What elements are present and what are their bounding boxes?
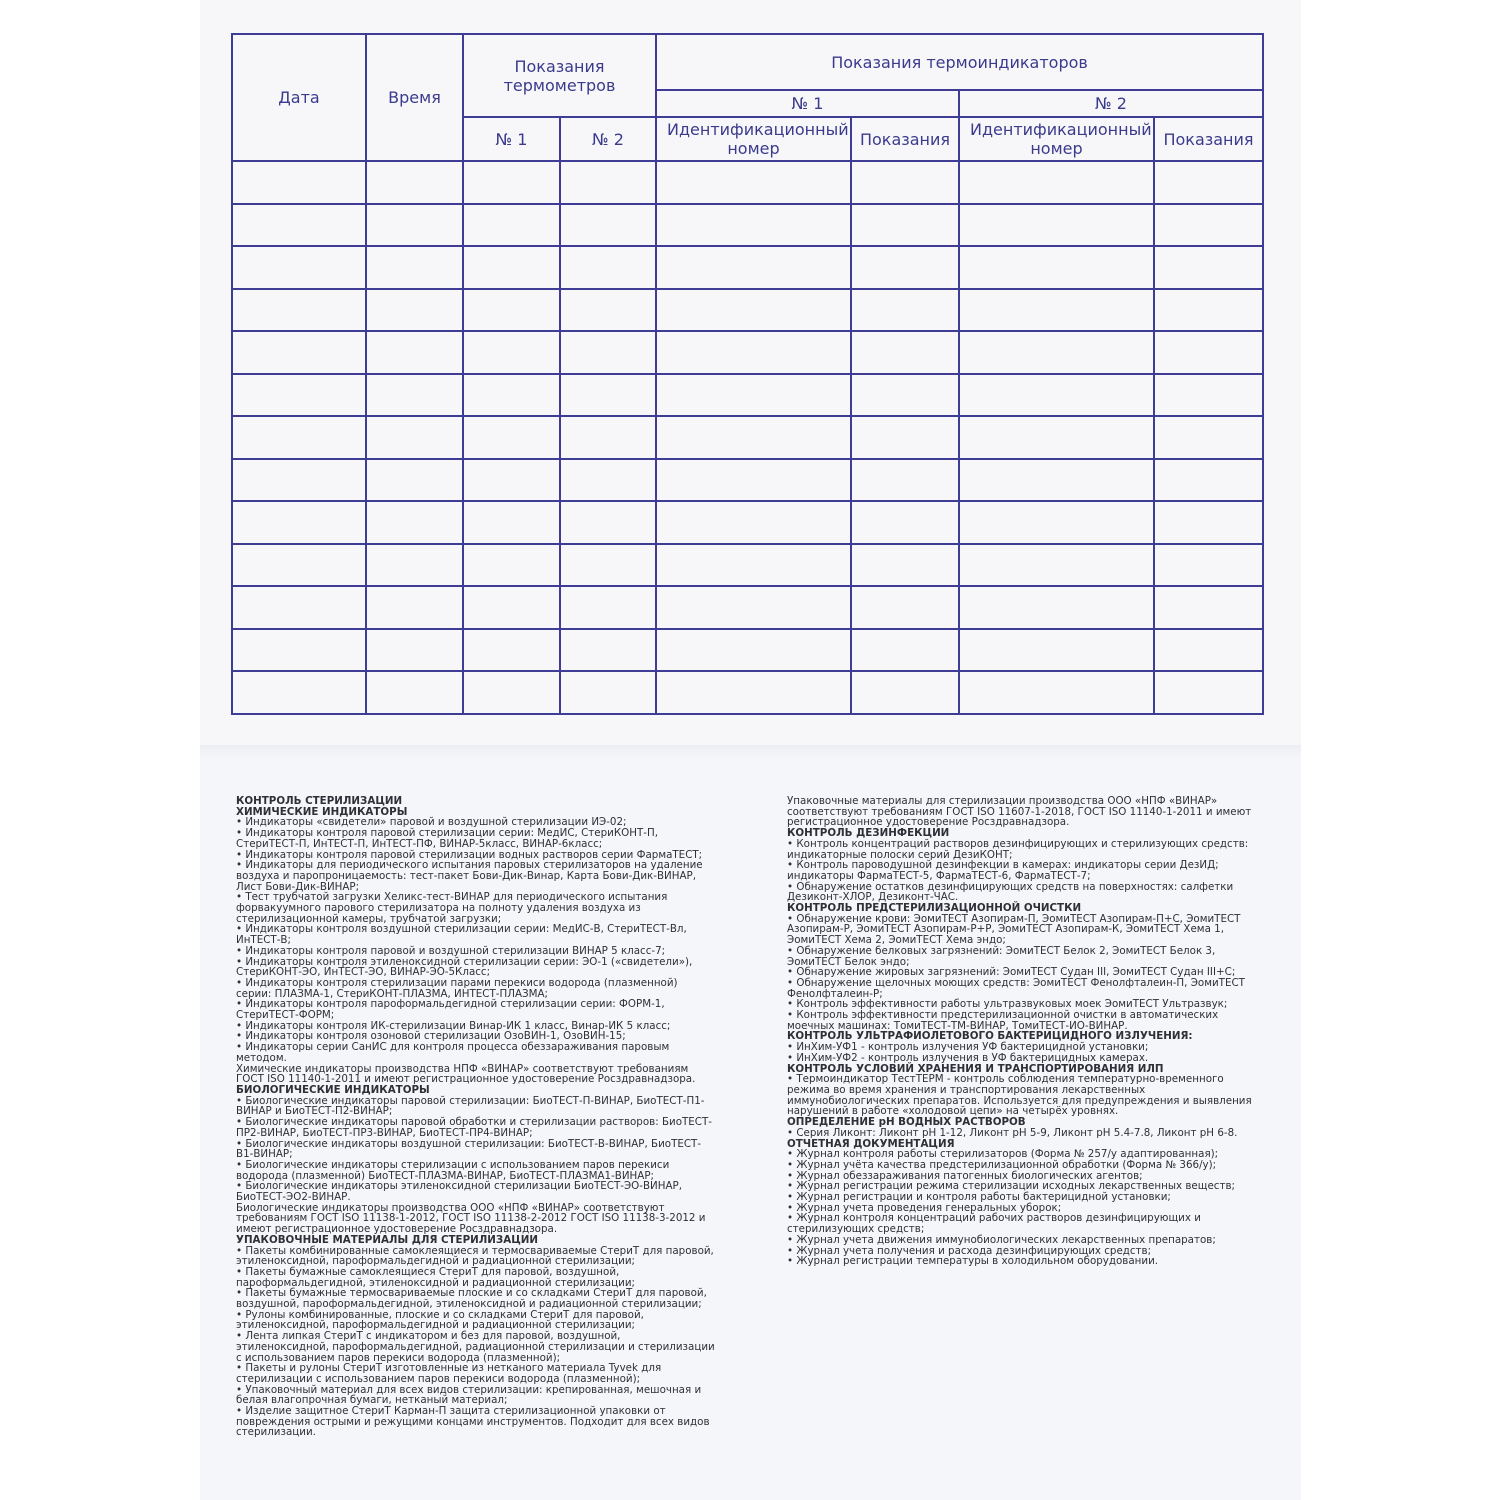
table-cell[interactable] (560, 161, 656, 204)
paragraph: • Журнал контроля работы стерилизаторов (Форма № 257/у адаптированная); (787, 1148, 1219, 1161)
table-cell[interactable] (851, 331, 959, 374)
table-cell[interactable] (959, 331, 1154, 374)
paragraph: • Пакеты бумажные термосвариваемые плоские и со складками СтериТ для паровой, воздушной, пароформальдегидной, этиленоксидной и радиационной стерилизации; (236, 1287, 707, 1311)
table-cell[interactable] (1154, 501, 1263, 544)
paragraph: • Обнаружение щелочных моющих средств: ЭомиТЕСТ Фенолфталеин-П, ЭомиТЕСТ Фенолфталеин-Р; (787, 976, 1245, 1000)
paragraph: • Обнаружение остатков дезинфицирующих средств на поверхностях: салфетки Дезиконт-ХЛОР, Дезиконт-ЧАС. (787, 880, 1234, 904)
table-cell[interactable] (851, 586, 959, 629)
table-cell[interactable] (560, 246, 656, 289)
table-row (232, 671, 1263, 714)
table-cell[interactable] (959, 416, 1154, 459)
table-cell[interactable] (959, 671, 1154, 714)
table-cell[interactable] (1154, 459, 1263, 502)
paragraph: • Биологические индикаторы воздушной стерилизации: БиоТЕСТ-В-ВИНАР, БиоТЕСТ-В1-ВИНАР; (236, 1137, 702, 1161)
table-cell[interactable] (1154, 289, 1263, 332)
table-cell[interactable] (232, 459, 366, 502)
paragraph: • Упаковочный материал для всех видов стерилизации: крепированная, мешочная и белая влагопрочная бумаги, нетканый материал; (236, 1383, 702, 1407)
table-cell[interactable] (1154, 629, 1263, 672)
table-cell[interactable] (232, 671, 366, 714)
table-cell[interactable] (851, 544, 959, 587)
table-cell[interactable] (959, 246, 1154, 289)
table-cell[interactable] (656, 161, 851, 204)
paragraph: • Журнал регистрации температуры в холодильном оборудовании. (787, 1255, 1159, 1268)
table-cell[interactable] (959, 161, 1154, 204)
table-cell[interactable] (959, 374, 1154, 417)
right-text-column (787, 796, 1257, 1267)
paragraph: • Обнаружение жировых загрязнений: ЭомиТЕСТ Судан III, ЭомиТЕСТ Судан III+С; (787, 966, 1236, 979)
table-cell[interactable] (1154, 586, 1263, 629)
header-readings-1: Показания (851, 117, 959, 161)
table-cell[interactable] (366, 501, 463, 544)
paragraph: Химические индикаторы производства НПФ «ВИНАР» соответствуют требованиям ГОСТ ISO 11140-1-2011 и имеют регистрационное удостоверение Росздравнадзора. (236, 1062, 696, 1086)
page-fold (200, 745, 1301, 759)
table-cell[interactable] (366, 374, 463, 417)
paragraph: • Индикаторы серии СанИС для контроля процесса обеззараживания паровым методом. (236, 1041, 670, 1064)
table-row (232, 459, 1263, 502)
table-cell[interactable] (463, 459, 560, 502)
table-cell[interactable] (463, 331, 560, 374)
table-cell[interactable] (366, 416, 463, 459)
table-cell[interactable] (232, 586, 366, 629)
paragraph: • Биологические индикаторы паровой стерилизации: БиоТЕСТ-П-ВИНАР, БиоТЕСТ-П1-ВИНАР и БиоТЕСТ-П2-ВИНАР; (236, 1094, 705, 1118)
table-row (232, 289, 1263, 332)
table-cell[interactable] (656, 246, 851, 289)
table-cell[interactable] (366, 671, 463, 714)
paragraph: • Индикаторы контроля пароформальдегидной стерилизации серии: ФОРМ-1, СтериТЕСТ-ФОРМ; (236, 998, 665, 1022)
table-cell[interactable] (851, 416, 959, 459)
table-cell[interactable] (851, 289, 959, 332)
table-cell[interactable] (851, 374, 959, 417)
table-cell[interactable] (232, 204, 366, 247)
paragraph: • Тест трубчатой загрузки Хеликс-тест-ВИНАР для периодического испытания форвакуумного парового стерилизатора на полноту удаления воздуха из стерилизационной камеры, трубчатой загрузки; (236, 891, 668, 925)
paragraph: • Пакеты и рулоны СтериТ изготовленные из нетканого материала Tyvek для стерилизации с использованием паров перекиси водорода (плазменной); (236, 1362, 662, 1385)
paragraph: • Журнал учета получения и расхода дезинфицирующих средств; (787, 1244, 1152, 1257)
table-row (232, 204, 1263, 247)
paragraph: • Лента липкая СтериТ с индикатором и без для паровой, воздушной, этиленоксидной, пароформальдегидной, радиационной стерилизации и стерилизации с использованием паров перекиси водорода (плазменной); (236, 1330, 715, 1364)
table-row (232, 161, 1263, 204)
section-heading: КОНТРОЛЬ СТЕРИЛИЗАЦИИ (236, 795, 403, 807)
table-row (232, 586, 1263, 629)
table-cell[interactable] (851, 161, 959, 204)
header-date: Дата (232, 34, 366, 161)
table-cell[interactable] (851, 246, 959, 289)
table-cell[interactable] (656, 671, 851, 714)
paragraph: • Изделие защитное СтериТ Карман-П защита стерилизационной упаковки от повреждения острыми и режущими концами инструментов. Подходит для всех видов стерилизации. (236, 1405, 710, 1439)
table-cell[interactable] (560, 289, 656, 332)
table-cell[interactable] (463, 289, 560, 332)
table-cell[interactable] (232, 629, 366, 672)
table-cell[interactable] (232, 501, 366, 544)
table-cell[interactable] (232, 331, 366, 374)
table-cell[interactable] (366, 204, 463, 247)
table-cell[interactable] (1154, 416, 1263, 459)
paragraph: • ИнХим-УФ2 - контроль излучения в УФ бактерицидных камерах. (787, 1051, 1149, 1064)
header-id-number-2: Идентификационный номер (959, 117, 1154, 161)
table-cell[interactable] (959, 629, 1154, 672)
table-cell[interactable] (366, 331, 463, 374)
table-cell[interactable] (463, 501, 560, 544)
table-cell[interactable] (463, 204, 560, 247)
table-row (232, 416, 1263, 459)
table-cell[interactable] (232, 416, 366, 459)
paragraph: Биологические индикаторы производства ООО «НПФ «ВИНАР» соответствуют требованиям ГОСТ ISO 11138-1-2012, ГОСТ ISO 11138-2-2012 ГОСТ ISO 11138-3-2012 и имеют регистрационное удостоверение Росздравнадзора. (236, 1201, 706, 1236)
table-row (232, 501, 1263, 544)
table-cell[interactable] (366, 289, 463, 332)
table-row (232, 374, 1263, 417)
section-heading: ОПРЕДЕЛЕНИЕ pH ВОДНЫХ РАСТВОРОВ (787, 1116, 1026, 1129)
header-indicator-no1: № 1 (656, 90, 959, 117)
paragraph: • Журнал регистрации режима стерилизации исходных лекарственных веществ; (787, 1180, 1235, 1193)
table-body (232, 161, 1263, 714)
table-cell[interactable] (656, 501, 851, 544)
paragraph: • Журнал регистрации и контроля работы бактерицидной установки; (787, 1191, 1171, 1204)
table-cell[interactable] (656, 544, 851, 587)
table-cell[interactable] (656, 289, 851, 332)
paragraph: • ИнХим-УФ1 - контроль излучения УФ бактерицидной установки; (787, 1041, 1149, 1054)
table-cell[interactable] (656, 374, 851, 417)
table-cell[interactable] (232, 374, 366, 417)
table-row (232, 629, 1263, 672)
paragraph: • Индикаторы контроля этиленоксидной стерилизации серии: ЭО-1 («свидетели»), СтериКОНТ-ЭО, ИнТЕСТ-ЭО, ВИНАР-ЭО-5Класс; (236, 955, 693, 979)
table-cell[interactable] (560, 671, 656, 714)
paragraph: • Индикаторы «свидетели» паровой и воздушной стерилизации ИЭ-02; (236, 816, 627, 829)
table-cell[interactable] (463, 586, 560, 629)
table-cell[interactable] (560, 629, 656, 672)
table-cell[interactable] (959, 204, 1154, 247)
header-thermometer-no2: № 2 (560, 117, 656, 161)
table-row (232, 331, 1263, 374)
table-cell[interactable] (463, 416, 560, 459)
table-cell[interactable] (366, 544, 463, 587)
left-text-column (236, 796, 716, 1438)
table-cell[interactable] (366, 161, 463, 204)
section-heading: ХИМИЧЕСКИЕ ИНДИКАТОРЫ (236, 805, 408, 818)
table-cell[interactable] (959, 289, 1154, 332)
paragraph: • Индикаторы контроля озоновой стерилизации ОзоВИН-1, ОзоВИН-15; (236, 1030, 626, 1043)
header-indicator-no2: № 2 (959, 90, 1263, 117)
paragraph: • Биологические индикаторы этиленоксидной стерилизации БиоТЕСТ-ЭО-ВИНАР, БиоТЕСТ-ЭО2-ВИНАР. (236, 1180, 683, 1204)
table-cell[interactable] (959, 501, 1154, 544)
paragraph: • Контроль концентраций растворов дезинфицирующих и стерилизующих средств: индикаторные полоски серий ДезиКОНТ; (787, 837, 1249, 861)
paragraph: • Пакеты комбинированные самоклеящиеся и термосвариваемые СтериТ для паровой, этиленоксидной, пароформальдегидной и радиационной стерилизации; (236, 1244, 714, 1268)
table-cell[interactable] (656, 204, 851, 247)
table-cell[interactable] (656, 629, 851, 672)
table-cell[interactable] (366, 629, 463, 672)
paragraph: • Индикаторы контроля стерилизации парами перекиси водорода (плазменной) серии: ПЛАЗМА-1, СтериКОНТ-ПЛАЗМА, ИНТЕСТ-ПЛАЗМА; (236, 976, 678, 1000)
paragraph: • Журнал учета проведения генеральных уборок; (787, 1201, 1062, 1214)
paragraph: • Индикаторы контроля паровой стерилизации серии: МедИС, СтериКОНТ-П, СтериТЕСТ-П, ИнТЕСТ-П, ИнТЕСТ-ПФ, ВИНАР-5класс, ВИНАР-6класс; (236, 827, 659, 850)
table-cell[interactable] (463, 671, 560, 714)
table-cell[interactable] (366, 459, 463, 502)
table-cell[interactable] (560, 501, 656, 544)
section-heading: КОНТРОЛЬ УЛЬТРАФИОЛЕТОВОГО БАКТЕРИЦИДНОГО ИЗЛУЧЕНИЯ: (787, 1030, 1193, 1043)
table-cell[interactable] (1154, 204, 1263, 247)
table-row (232, 246, 1263, 289)
paragraph: • Биологические индикаторы паровой обработки и стерилизации растворов: БиоТЕСТ-ПР2-ВИНАР, БиоТЕСТ-ПР3-ВИНАР, БиоТЕСТ-ПР4-ВИНАР; (236, 1116, 713, 1139)
section-heading: УПАКОВОЧНЫЕ МАТЕРИАЛЫ ДЛЯ СТЕРИЛИЗАЦИИ (236, 1233, 538, 1246)
section-heading: КОНТРОЛЬ УСЛОВИЙ ХРАНЕНИЯ И ТРАНСПОРТИРОВАНИЯ ИЛП (787, 1062, 1164, 1075)
table-cell[interactable] (366, 246, 463, 289)
paragraph: • Пакеты бумажные самоклеящиеся СтериТ для паровой, воздушной, пароформальдегидной, этиленоксидной и радиационной стерилизации; (236, 1265, 635, 1289)
paragraph: • Обнаружение белковых загрязнений: ЭомиТЕСТ Белок 2, ЭомиТЕСТ Белок 3, ЭомиТЕСТ Белок эндо; (787, 944, 1216, 968)
paragraph: • Журнал контроля концентраций рабочих растворов дезинфицирующих и стерилизующих средств; (787, 1212, 1201, 1236)
paragraph: • Биологические индикаторы стерилизации с использованием паров перекиси водорода (плазменной) БиоТЕСТ-ПЛАЗМА-ВИНАР, БиоТЕСТ-ПЛАЗМА1-ВИНАР; (236, 1158, 670, 1182)
table-cell[interactable] (560, 586, 656, 629)
table-cell[interactable] (851, 671, 959, 714)
table-cell[interactable] (463, 629, 560, 672)
paragraph: • Контроль эффективности предстерилизационной очистки в автоматических моечных машинах: ТомиТЕСТ-ТМ-ВИНАР, ТомиТЕСТ-ИО-ВИНАР. (787, 1009, 1219, 1032)
table-cell[interactable] (1154, 374, 1263, 417)
paragraph: • Индикаторы контроля паровой стерилизации водных растворов серии ФармаТЕСТ; (236, 848, 703, 861)
table-row (232, 544, 1263, 587)
table-cell[interactable] (232, 289, 366, 332)
paragraph: • Контроль пароводушной дезинфекции в камерах: индикаторы серии ДезИД; индикаторы ФармаТЕСТ-5, ФармаТЕСТ-6, ФармаТЕСТ-7; (787, 859, 1219, 882)
paragraph: • Индикаторы для периодического испытания паровых стерилизаторов на удаление воздуха и паропроницаемость: тест-пакет Бови-Дик-Винар, Карта Бови-Дик-ВИНАР, Лист Бови-Дик-ВИНАР; (236, 859, 703, 893)
section-heading: БИОЛОГИЧЕСКИЕ ИНДИКАТОРЫ (236, 1083, 430, 1096)
paragraph: • Обнаружение крови: ЭомиТЕСТ Азопирам-П, ЭомиТЕСТ Азопирам-П+С, ЭомиТЕСТ Азопирам-Р, ЭомиТЕСТ Азопирам-Р+Р, ЭомиТЕСТ Азопирам-К, ЭомиТЕСТ Хема 1, ЭомиТЕСТ Хема 2, ЭомиТЕСТ Хема эндо; (787, 912, 1241, 947)
table-cell[interactable] (959, 586, 1154, 629)
table-cell[interactable] (560, 204, 656, 247)
table-cell[interactable] (463, 161, 560, 204)
table-cell[interactable] (232, 544, 366, 587)
table-cell[interactable] (560, 374, 656, 417)
paragraph: • Рулоны комбинированные, плоские и со складками СтериТ для паровой, этиленоксидной, пароформальдегидной и радиационной стерилизации; (236, 1308, 644, 1332)
table-cell[interactable] (656, 459, 851, 502)
paragraph: • Индикаторы контроля паровой и воздушной стерилизации ВИНАР 5 класс-7; (236, 944, 666, 957)
section-heading: КОНТРОЛЬ ДЕЗИНФЕКЦИИ (787, 827, 950, 840)
table-cell[interactable] (560, 416, 656, 459)
table-cell[interactable] (463, 374, 560, 417)
table-cell[interactable] (1154, 671, 1263, 714)
table-cell[interactable] (463, 246, 560, 289)
table-cell[interactable] (560, 331, 656, 374)
header-readings-2: Показания (1154, 117, 1263, 161)
paragraph: • Журнал учёта качества предстерилизационной обработки (Форма № 366/у); (787, 1158, 1217, 1171)
table-cell[interactable] (656, 331, 851, 374)
header-thermoindicators: Показания термоиндикаторов (656, 34, 1263, 90)
table-cell[interactable] (656, 586, 851, 629)
section-heading: КОНТРОЛЬ ПРЕДСТЕРИЛИЗАЦИОННОЙ ОЧИСТКИ (787, 902, 1082, 915)
table-cell[interactable] (560, 544, 656, 587)
table-cell[interactable] (1154, 544, 1263, 587)
table-cell[interactable] (366, 586, 463, 629)
table-cell[interactable] (851, 204, 959, 247)
table-cell[interactable] (1154, 246, 1263, 289)
header-id-number-1: Идентификационный номер (656, 117, 851, 161)
paragraph: Упаковочные материалы для стерилизации производства ООО «НПФ «ВИНАР» соответствуют требованиям ГОСТ ISO 11607-1-2018, ГОСТ ISO 11140-1-2011 и имеют регистрационное удостоверение Росздравнадзора. (787, 795, 1252, 829)
paragraph: • Контроль эффективности работы ультразвуковых моек ЭомиТЕСТ Ультразвук; (787, 998, 1228, 1011)
table-cell[interactable] (232, 161, 366, 204)
header-time: Время (366, 34, 463, 161)
header-thermometer-no1: № 1 (463, 117, 560, 161)
paragraph: • Журнал учета движения иммунобиологических лекарственных препаратов; (787, 1233, 1216, 1246)
table-cell[interactable] (851, 501, 959, 544)
table-cell[interactable] (1154, 331, 1263, 374)
table-cell[interactable] (1154, 161, 1263, 204)
paragraph: • Журнал обеззараживания патогенных биологических агентов; (787, 1169, 1143, 1182)
table-cell[interactable] (560, 459, 656, 502)
temperature-log-table (231, 33, 1264, 715)
table-cell[interactable] (463, 544, 560, 587)
section-heading: ОТЧЕТНАЯ ДОКУМЕНТАЦИЯ (787, 1137, 955, 1150)
table-cell[interactable] (851, 459, 959, 502)
paragraph: • Серия Ликонт: Ликонт pH 1-12, Ликонт pH 5-9, Ликонт pH 5.4-7.8, Ликонт pH 6-8. (787, 1126, 1238, 1139)
paragraph: • Индикаторы контроля воздушной стерилизации серии: МедИС-В, СтериТЕСТ-Вл, ИнТЕСТ-В; (236, 923, 687, 947)
table-cell[interactable] (959, 459, 1154, 502)
header-thermometers: Показания термометров (463, 34, 656, 117)
table-cell[interactable] (656, 416, 851, 459)
table-cell[interactable] (959, 544, 1154, 587)
table-cell[interactable] (851, 629, 959, 672)
table-cell[interactable] (232, 246, 366, 289)
paragraph: • Индикаторы контроля ИК-стерилизации Винар-ИК 1 класс, Винар-ИК 5 класс; (236, 1019, 671, 1032)
paragraph: • Термоиндикатор ТестТЕРМ - контроль соблюдения температурно-временного режима во время хранения и транспортирования лекарственных иммунобиологических препаратов. Используется для предупреждения и выявления нарушений в работе «холодовой цепи» на четырёх уровнях. (787, 1073, 1252, 1118)
